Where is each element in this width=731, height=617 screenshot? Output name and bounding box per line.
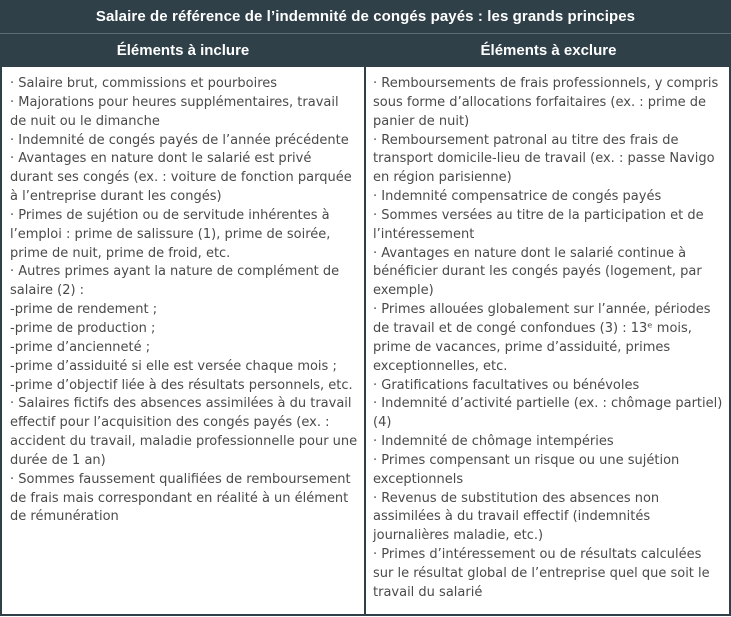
include-item: · Salaire brut, commissions et pourboires (10, 76, 278, 91)
include-column (2, 67, 366, 614)
table-title: Salaire de référence de l’indemnité de congés payés : les grands principes (0, 0, 731, 33)
exclude-item: · Avantages en nature dont le salarié continue à bénéficier durant les congés payés (logement, par exemple) (373, 245, 702, 299)
include-item: · Indemnité de congés payés de l’année précédente (10, 132, 349, 148)
include-item: · Autres primes ayant la nature de complément de salaire (2) : (10, 264, 340, 299)
exclude-item: · Indemnité d’activité partielle (ex. : chômage partiel) (4) (373, 396, 723, 431)
exclude-item: · Remboursements de frais professionnels, y compris sous forme d’allocations forfaitaires (ex. : prime de panier de nuit) (373, 76, 719, 129)
exclude-item: · Indemnité de chômage intempéries (373, 434, 614, 450)
exclude-item: · Primes d’intéressement ou de résultats calculées sur le résultat global de l’entreprise quel que soit le travail du salarié (373, 547, 710, 600)
header-include: Éléments à inclure (116, 42, 250, 59)
include-subitem: -prime de rendement ; (10, 302, 158, 318)
header-exclude: Éléments à exclure (480, 42, 617, 59)
include-subitem: -prime de production ; (10, 320, 156, 336)
exclude-item: · Primes compensant un risque ou une sujétion exceptionnels (373, 452, 680, 487)
include-item: · Sommes faussement qualifiées de remboursement de frais mais correspondant en réalité à un élément de rémunération (10, 471, 351, 525)
table-body (0, 67, 731, 616)
include-item: · Majorations pour heures supplémentaires, travail de nuit ou le dimanche (10, 94, 339, 129)
include-subitem: -prime d’assiduité si elle est versée chaque mois ; (10, 358, 337, 374)
exclude-item: · Primes allouées globalement sur l’année, périodes de travail et de congé confondues (3) : 13ᵉ mois, prime de vacances, prime d’assiduité, primes exceptionnelles, etc. (373, 302, 711, 374)
include-subitem: -prime d’objectif liée à des résultats personnels, etc. (10, 377, 353, 393)
include-item: · Primes de sujétion ou de servitude inhérentes à l’emploi : prime de salissure (1), prime de soirée, prime de nuit, prime de froid, etc. (10, 207, 331, 261)
exclude-item: · Remboursement patronal au titre des frais de transport domicile-lieu de travail (ex. : passe Navigo en région parisienne) (373, 132, 715, 186)
include-item: · Salaires fictifs des absences assimilées à du travail effectif pour l’acquisition des congés payés (ex. : accident du travail, maladie professionnelle pour une durée de 1 an) (10, 396, 358, 468)
exclude-item: · Sommes versées au titre de la participation et de l’intéressement (373, 207, 704, 242)
exclude-column (366, 67, 729, 614)
column-headers (0, 33, 731, 67)
exclude-item: · Revenus de substitution des absences non assimilées à du travail effectif (indemnités journalières maladie, etc.) (373, 490, 660, 544)
include-subitem: -prime d’ancienneté ; (10, 339, 151, 355)
exclude-item: · Indemnité compensatrice de congés payés (373, 189, 662, 205)
include-item: · Avantages en nature dont le salarié est privé durant ses congés (ex. : voiture de fonction parquée à l’entreprise durant les congés) (10, 151, 352, 205)
exclude-item: · Gratifications facultatives ou bénévoles (373, 377, 640, 393)
